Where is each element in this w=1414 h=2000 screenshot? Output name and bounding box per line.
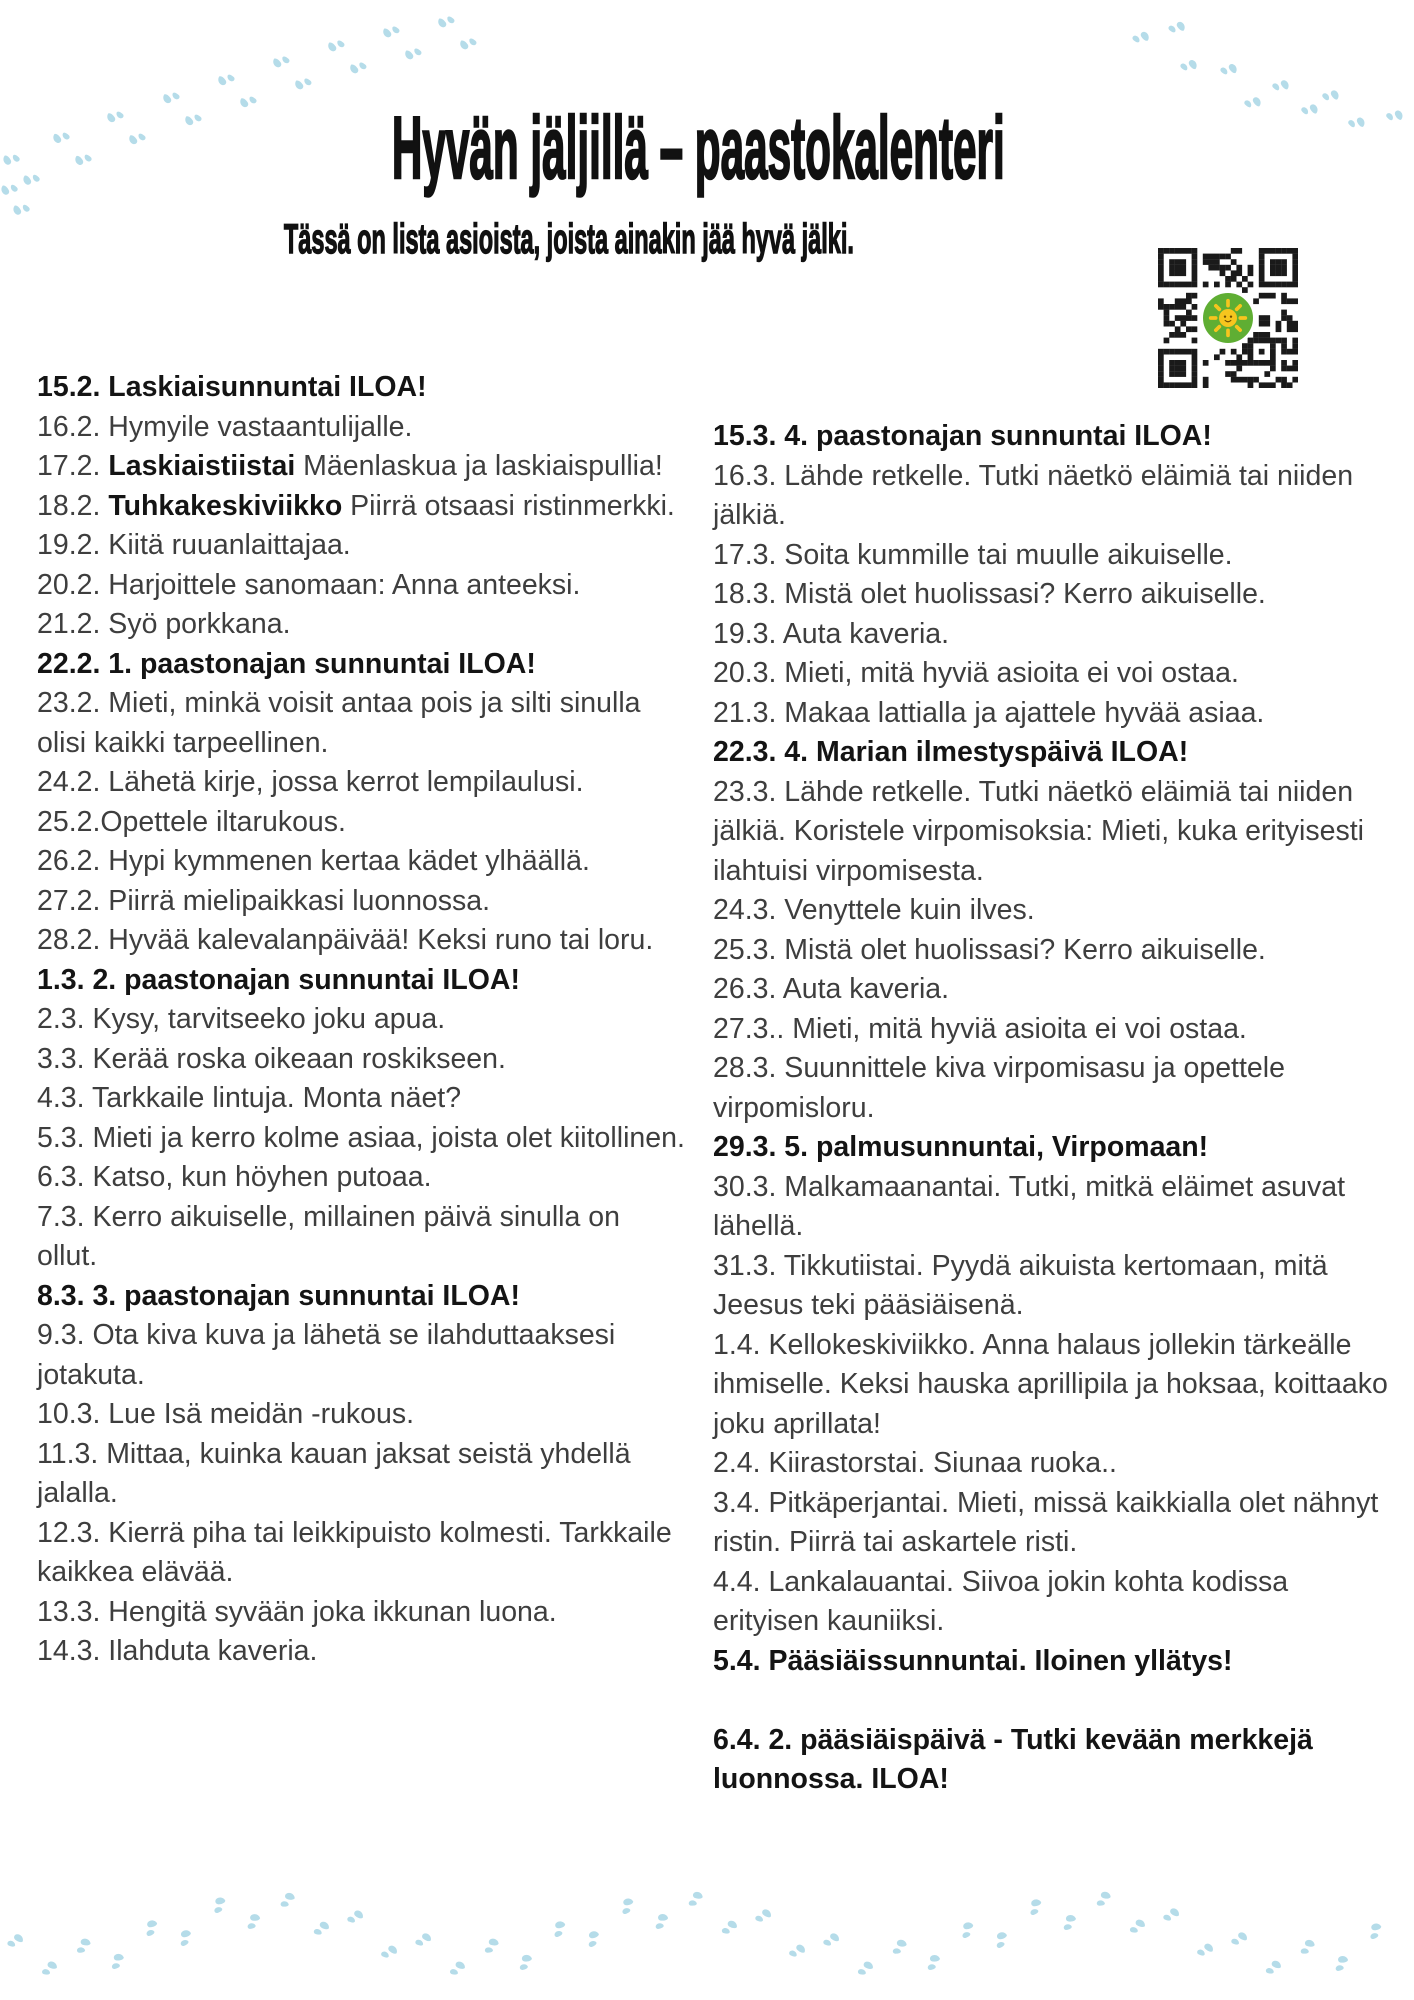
- footprint-icon: [476, 1934, 501, 1959]
- entry-text: 3.4. Pitkäperjantai. Mieti, missä kaikkialla olet nähnyt ristin. Piirrä tai askartele risti.: [713, 1486, 1379, 1558]
- footprint-icon: [69, 1934, 94, 1959]
- footprint-icon: [1121, 1912, 1150, 1941]
- page-title: [60, 98, 1060, 197]
- footprint-icon: [240, 1911, 262, 1933]
- calendar-entry: [713, 1049, 1391, 1128]
- footprint-icon: [986, 1927, 1013, 1954]
- entry-text: 26.3. Auta kaveria.: [713, 973, 950, 1005]
- calendar-entry: [713, 773, 1391, 892]
- footprint-icon: [344, 53, 375, 84]
- calendar-entry: [713, 970, 1391, 1010]
- entry-emphasis-text: 22.3. 4. Marian ilmestyspäivä ILOA!: [713, 736, 1189, 768]
- calendar-entry: [37, 1277, 685, 1317]
- footprint-icon: [1328, 1953, 1351, 1976]
- entry-text: 24.2. Lähetä kirje, jossa kerrot lempilaulusi.: [37, 766, 584, 798]
- footprint-icon: [170, 1925, 197, 1952]
- qr-logo: [1200, 290, 1256, 346]
- footprint-icon: [1056, 1911, 1079, 1934]
- entry-text: 16.2. Hymyile vastaantulijalle.: [37, 410, 413, 443]
- entry-text: 24.3. Venyttele kuin ilves.: [713, 894, 1035, 926]
- footprint-icon: [511, 1951, 534, 1974]
- calendar-entry: [713, 575, 1391, 615]
- footprint-icon: [338, 1901, 368, 1931]
- calendar-spacer: [713, 1681, 1391, 1721]
- calendar-entry: [37, 447, 685, 487]
- entry-emphasis-text: 5.4. Pääsiäissunnuntai. Iloinen yllätys!: [713, 1644, 1233, 1677]
- entry-text: 13.3. Hengitä syvään joka ikkunan luona.: [37, 1595, 557, 1628]
- calendar-entry: [713, 733, 1391, 773]
- entry-text: 21.3. Makaa lattialla ja ajattele hyvää asiaa.: [713, 696, 1265, 729]
- footprint-icon: [1154, 1899, 1184, 1929]
- footprint-icon: [454, 29, 485, 60]
- entry-text: 20.3. Mieti, mitä hyviä asioita ei voi ostaa.: [713, 657, 1239, 689]
- footprint-icon: [103, 1950, 127, 1974]
- entry-text: 17.3. Soita kummille tai muulle aikuiselle.: [713, 538, 1233, 571]
- entry-text: 19.3. Auta kaveria.: [713, 617, 950, 650]
- entry-emphasis-text: 6.4. 2. pääsiäispäivä - Tutki kevään merkkejä luonnossa. ILOA!: [713, 1723, 1313, 1795]
- calendar-entry: [37, 526, 685, 566]
- entry-text: 7.3. Kerro aikuiselle, millainen päivä sinulla on ollut.: [37, 1200, 620, 1272]
- entry-text: 6.3. Katso, kun höyhen putoaa.: [37, 1161, 432, 1193]
- entry-text: 25.2.Opettele iltarukous.: [37, 805, 346, 838]
- calendar-entry: [37, 1435, 685, 1514]
- calendar-entry: [37, 803, 685, 843]
- calendar-entry: [713, 536, 1391, 576]
- entry-emphasis-text: Tuhkakeskiviikko: [108, 489, 343, 522]
- calendar-entry: [713, 417, 1391, 457]
- entry-emphasis-text: 15.2. Laskiaisunnuntai ILOA!: [37, 371, 427, 403]
- footprint-icon: [441, 1954, 469, 1982]
- footprint-icon: [213, 66, 244, 97]
- entry-text: 2.4. Kiirastorstai. Siunaa ruoka..: [713, 1447, 1117, 1479]
- footprint-icon: [1212, 53, 1243, 84]
- qr-code: [1158, 248, 1298, 388]
- calendar-entry: [37, 1632, 685, 1672]
- calendar-entry: [713, 1721, 1391, 1800]
- footprint-icon: [680, 1887, 706, 1913]
- entry-text: 19.2. Kiitä ruuanlaittajaa.: [37, 529, 351, 561]
- footprint-icon: [406, 1924, 436, 1954]
- entry-text: 4.3. Tarkkaile lintuja. Monta näet?: [37, 1082, 462, 1114]
- calendar-entry: [37, 842, 685, 882]
- entry-text: 9.3. Ota kiva kuva ja lähetä se ilahduttaaksesi jotakuta.: [37, 1319, 616, 1391]
- entry-emphasis-text: 22.2. 1. paastonajan sunnuntai ILOA!: [37, 647, 536, 680]
- calendar-entry: [713, 1247, 1391, 1326]
- entry-text: 25.3. Mistä olet huolissasi? Kerro aikuiselle.: [713, 933, 1266, 966]
- footprint-icon: [322, 31, 353, 62]
- calendar-entry: [37, 1158, 685, 1198]
- footprint-icon: [849, 1953, 878, 1982]
- page-subtitle: [60, 215, 990, 262]
- footprint-icon: [578, 1926, 605, 1953]
- calendar-entry: [37, 1079, 685, 1119]
- calendar-entry: [713, 457, 1391, 536]
- calendar-entry: [713, 615, 1391, 655]
- calendar-entry: [713, 1010, 1391, 1050]
- footprint-icon: [432, 7, 463, 38]
- entry-emphasis-text: 29.3. 5. palmusunnuntai, Virpomaan!: [713, 1131, 1209, 1163]
- entry-text: Mäenlaskua ja laskiaispullia!: [295, 450, 663, 482]
- footprint-icon: [1292, 1934, 1318, 1960]
- entry-text: 18.3. Mistä olet huolissasi? Kerro aikuiselle.: [713, 578, 1266, 610]
- footprint-icon: [1257, 1953, 1286, 1982]
- footprint-icon: [267, 47, 298, 78]
- entry-text: 2.3. Kysy, tarvitseeko joku apua.: [37, 1003, 446, 1035]
- footprint-icon: [1340, 106, 1370, 136]
- footprint-icon: [648, 1911, 671, 1934]
- footprint-icon: [1088, 1887, 1113, 1912]
- calendar-entry: [37, 408, 685, 448]
- calendar-entry: [37, 1395, 685, 1435]
- entry-text: 18.2.: [37, 489, 109, 522]
- calendar-entry: [37, 368, 685, 408]
- footprint-icon: [1222, 1923, 1252, 1953]
- entry-text: 5.3. Mieti ja kerro kolme asiaa, joista olet kiitollinen.: [37, 1121, 685, 1154]
- entry-text: 30.3. Malkamaanantai. Tutki, mitkä eläimet asuvat lähellä.: [713, 1170, 1346, 1242]
- entry-text: 26.2. Hypi kymmenen kertaa kädet ylhäällä.: [37, 845, 590, 877]
- calendar-entry: [37, 684, 685, 763]
- calendar-entry: [37, 1593, 685, 1633]
- footprint-icon: [289, 69, 320, 100]
- calendar-entry: [37, 566, 685, 606]
- calendar-entry: [37, 1040, 685, 1080]
- calendar-entry: [713, 931, 1391, 971]
- footprint-icon: [746, 1900, 776, 1930]
- calendar-entry: [37, 487, 685, 527]
- footprint-icon: [1124, 21, 1155, 52]
- entry-text: 21.2. Syö porkkana.: [37, 608, 291, 640]
- entry-text: 20.2. Harjoittele sanomaan: Anna anteeksi.: [37, 568, 581, 601]
- entry-text: 14.3. Ilahduta kaveria.: [37, 1635, 318, 1667]
- calendar-entry: [713, 891, 1391, 931]
- entry-text: 23.2. Mieti, minkä voisit antaa pois ja silti sinulla olisi kaikki tarpeellinen.: [37, 687, 641, 759]
- calendar-entry: [37, 1119, 685, 1159]
- calendar-entry: [37, 961, 685, 1001]
- entry-text: Piirrä otsaasi ristinmerkki.: [342, 489, 675, 522]
- footprint-icon: [780, 1934, 811, 1965]
- calendar-entry: [713, 1484, 1391, 1563]
- footprint-icon: [33, 1954, 61, 1982]
- calendar-entry: [37, 605, 685, 645]
- calendar-right-column: [713, 417, 1391, 1800]
- entry-text: 27.3.. Mieti, mitä hyviä asioita ei voi ostaa.: [713, 1012, 1247, 1045]
- footprint-icon: [814, 1924, 844, 1954]
- sun-icon: [1208, 298, 1248, 338]
- footprint-icon: [0, 146, 28, 177]
- footprint-icon: [304, 1913, 333, 1942]
- footprint-icon: [1160, 11, 1191, 42]
- calendar-entry: [37, 1000, 685, 1040]
- calendar-entry: [713, 1563, 1391, 1642]
- calendar-entry: [37, 1514, 685, 1593]
- calendar-entry: [713, 654, 1391, 694]
- calendar-entry: [713, 1444, 1391, 1484]
- footprint-icon: [399, 39, 430, 70]
- footprint-icon: [884, 1934, 909, 1959]
- entry-text: 11.3. Mittaa, kuinka kauan jaksat seistä yhdellä jalalla.: [37, 1437, 631, 1509]
- calendar-entry: [37, 921, 685, 961]
- footprint-icon: [1360, 1919, 1386, 1945]
- calendar-entry: [713, 1168, 1391, 1247]
- footprint-icon: [1188, 1933, 1219, 1964]
- entry-text: 28.3. Suunnittele kiva virpomisasu ja opettele virpomisloru.: [713, 1052, 1285, 1124]
- entry-text: 16.3. Lähde retkelle. Tutki näetkö eläimiä tai niiden jälkiä.: [713, 459, 1354, 531]
- entry-text: 1.4. Kellokeskiviikko. Anna halaus jollekin tärkeälle ihmiselle. Keksi hauska aprillipila ja hoksaa, koittaako joku aprillata!: [713, 1328, 1388, 1440]
- footprint-icon: [204, 1893, 230, 1919]
- calendar-entry: [37, 1316, 685, 1395]
- entry-emphasis-text: 8.3. 3. paastonajan sunnuntai ILOA!: [37, 1279, 520, 1312]
- entry-text: 31.3. Tikkutiistai. Pyydä aikuista kertomaan, mitä Jeesus teki pääsiäisenä.: [713, 1249, 1328, 1321]
- entry-text: 23.3. Lähde retkelle. Tutki näetkö eläimiä tai niiden jälkiä. Koristele virpomisoksia: Mieti, kuka erityisesti ilahtuisi virpomisesta.: [713, 775, 1364, 887]
- entry-text: 27.2. Piirrä mielipaikkasi luonnossa.: [37, 884, 491, 917]
- entry-emphasis-text: 15.3. 4. paastonajan sunnuntai ILOA!: [713, 420, 1212, 452]
- entry-emphasis-text: Laskiaistiistai: [108, 450, 296, 482]
- footprint-icon: [136, 1916, 162, 1942]
- footprint-icon: [1378, 99, 1408, 129]
- calendar-entry: [37, 1198, 685, 1277]
- footprint-icon: [544, 1917, 570, 1943]
- footprint-icon: [612, 1894, 638, 1920]
- entry-emphasis-text: 1.3. 2. paastonajan sunnuntai ILOA!: [37, 963, 520, 996]
- calendar-entry: [713, 694, 1391, 734]
- calendar-left-column: [37, 368, 685, 1672]
- footprint-icon: [0, 1925, 28, 1955]
- footprint-icon: [1172, 49, 1203, 80]
- entry-text: 10.3. Lue Isä meidän -rukous.: [37, 1398, 415, 1430]
- footprint-icon: [952, 1918, 978, 1944]
- entry-text: 17.2.: [37, 450, 109, 482]
- calendar-entry: [713, 1642, 1391, 1682]
- entry-text: 4.4. Lankalauantai. Siivoa jokin kohta kodissa erityisen kauniiksi.: [713, 1565, 1289, 1637]
- page-title-text: Hyvän jäljillä – paastokalenteri: [391, 98, 1005, 197]
- entry-text: 12.3. Kierrä piha tai leikkipuisto kolmesti. Tarkkaile kaikkea elävää.: [37, 1516, 672, 1588]
- calendar-entry: [37, 882, 685, 922]
- entry-text: 28.2. Hyvää kalevalanpäivää! Keksi runo tai loru.: [37, 924, 654, 956]
- calendar-entry: [37, 763, 685, 803]
- calendar-entry: [713, 1128, 1391, 1168]
- footprint-icon: [1236, 86, 1267, 117]
- footprint-icon: [1264, 69, 1295, 100]
- footprint-icon: [272, 1887, 298, 1913]
- page-subtitle-text: Tässä on lista asioista, joista ainakin jää hyvä jälki.: [283, 215, 854, 262]
- calendar-entry: [37, 645, 685, 685]
- footprint-icon: [713, 1913, 742, 1942]
- calendar-entry: [713, 1326, 1391, 1445]
- footprint-icon: [377, 17, 408, 48]
- footprint-icon: [372, 1935, 403, 1966]
- footprint-icon: [1020, 1895, 1046, 1921]
- entry-text: 3.3. Kerää roska oikeaan roskikseen.: [37, 1042, 506, 1075]
- footprint-icon: [919, 1952, 942, 1975]
